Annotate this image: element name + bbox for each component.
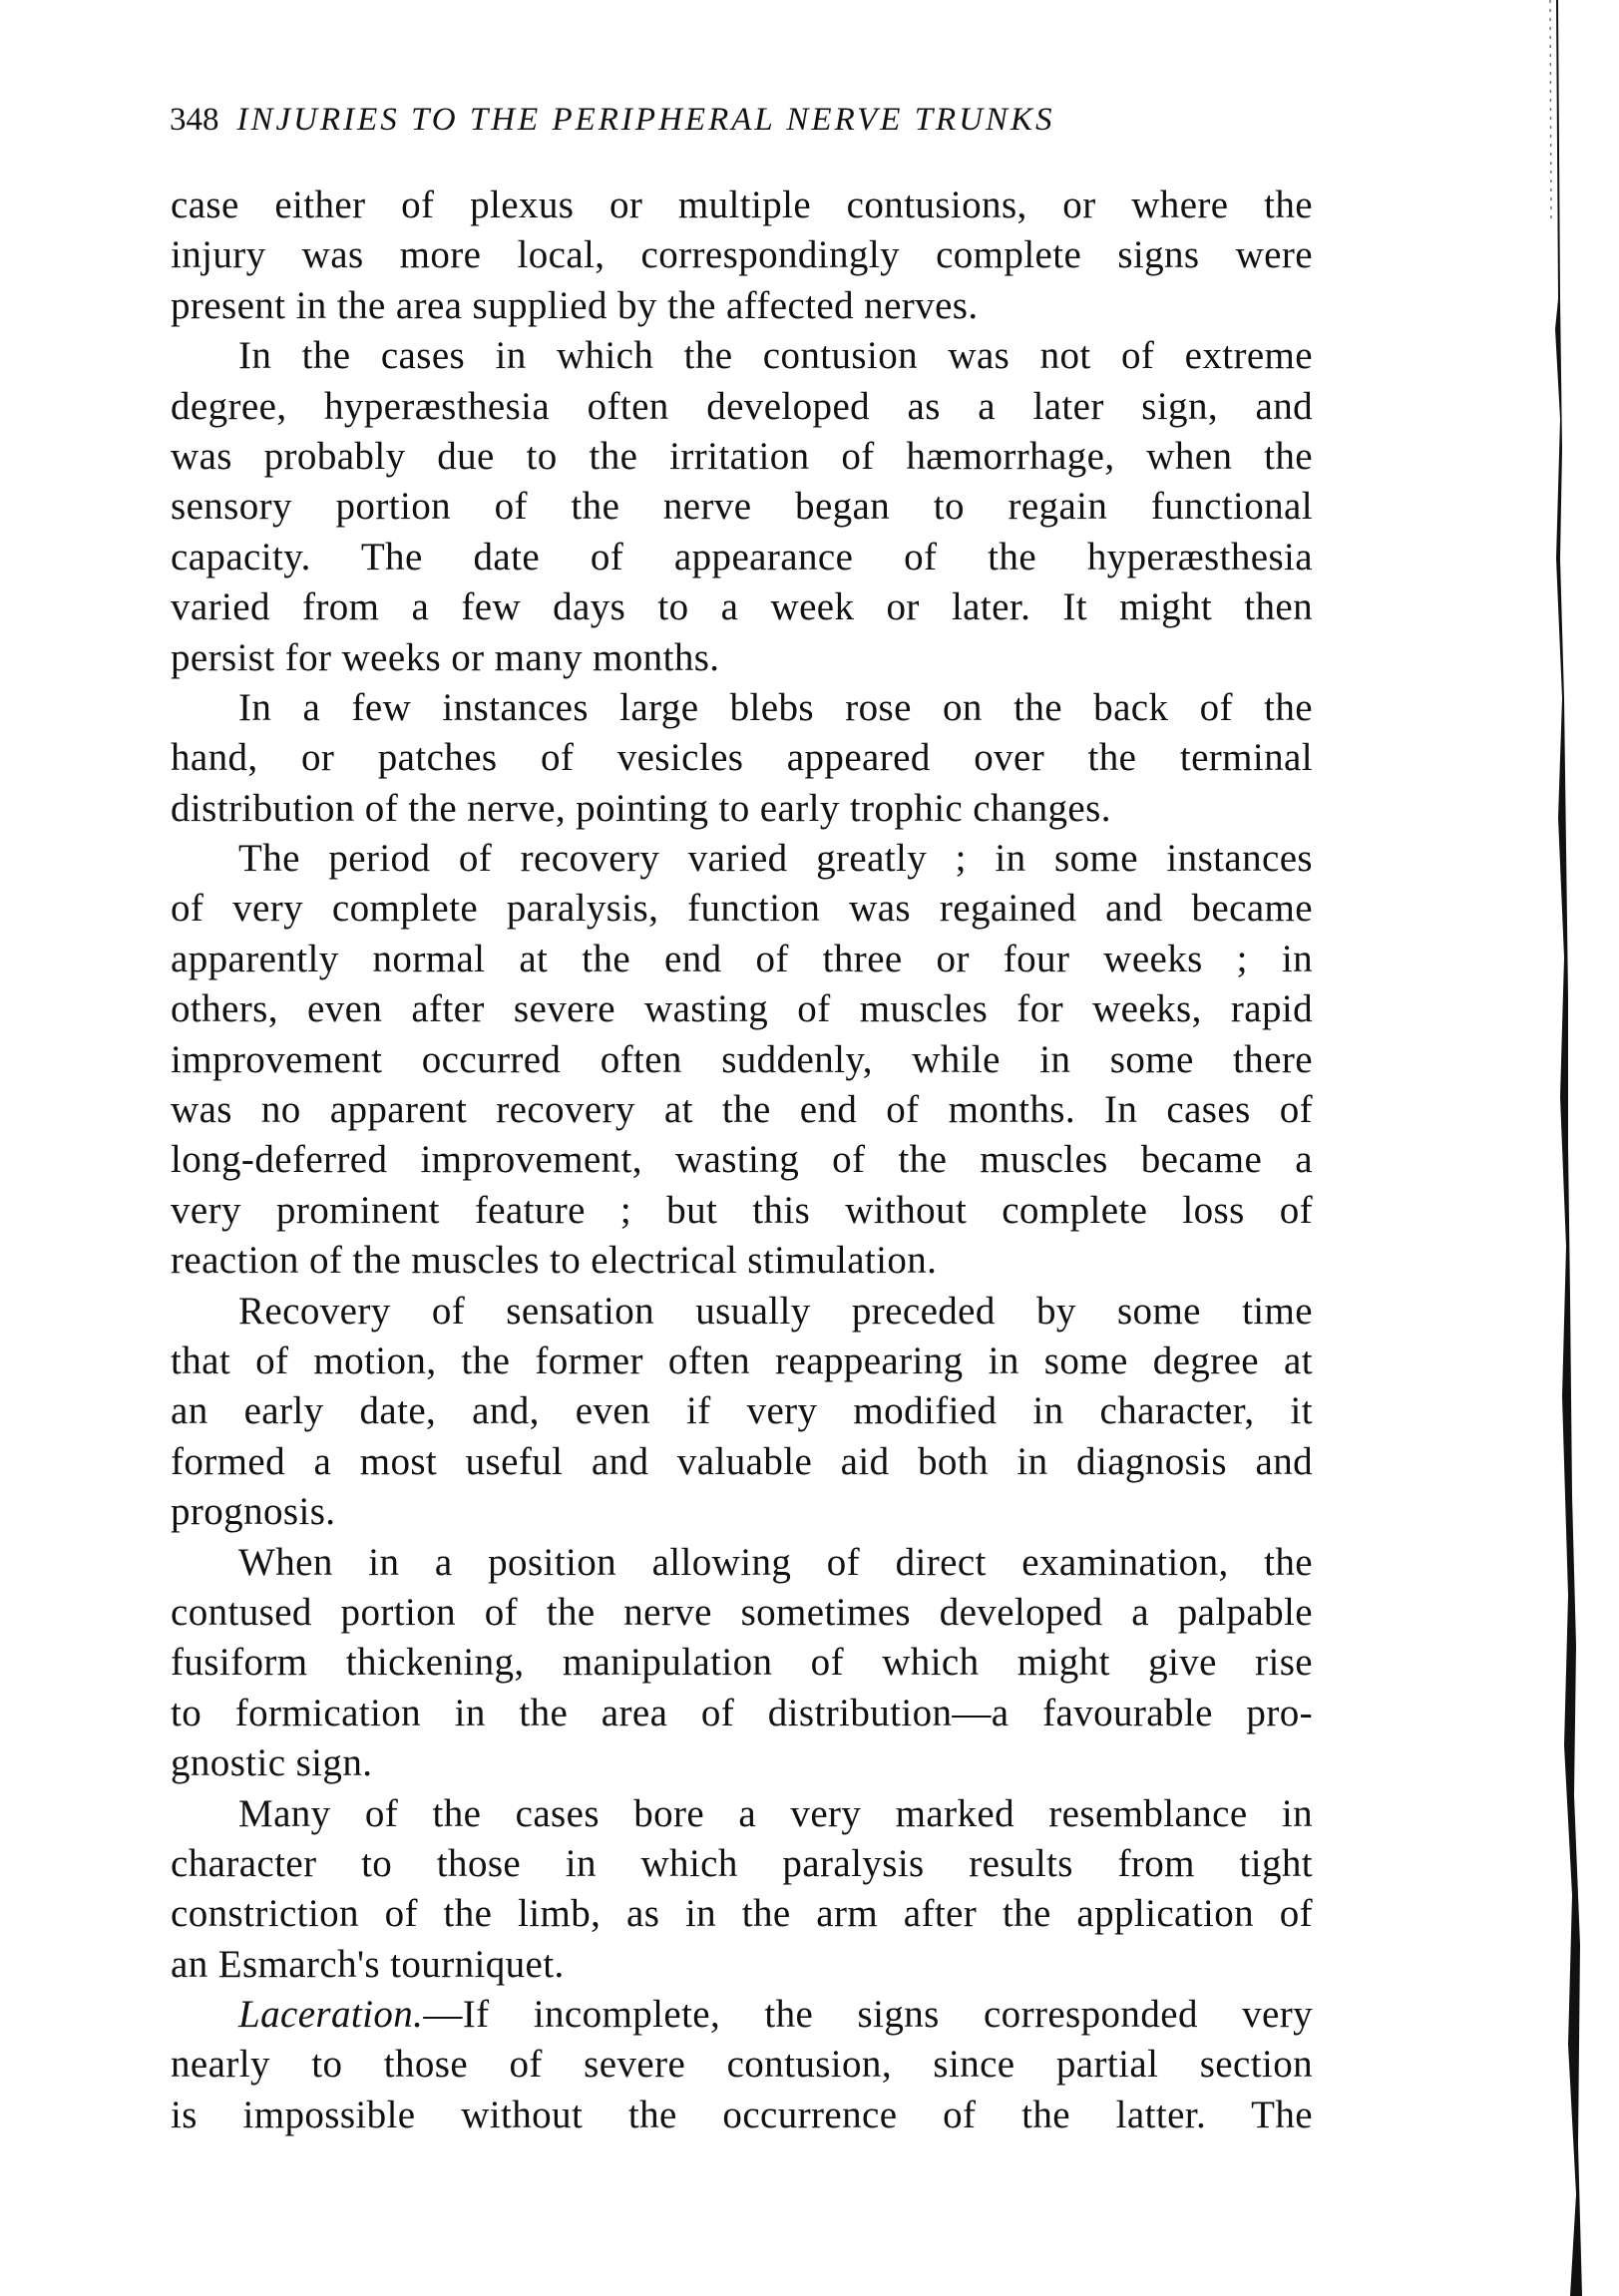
text-line: is impossible without the occurrence of the latter. The	[171, 2093, 1313, 2136]
page-number: 348	[170, 102, 219, 138]
text-line: improvement occurred often suddenly, while in some there	[171, 1037, 1313, 1081]
paragraph	[171, 683, 1313, 834]
page-body	[171, 181, 1313, 2140]
text-line: present in the area supplied by the affected nerves.	[171, 283, 979, 327]
paragraph	[171, 834, 1313, 1287]
text-line	[171, 1990, 1313, 2040]
paragraph	[171, 1538, 1313, 1789]
text-line: an Esmarch's tourniquet.	[171, 1942, 565, 1986]
text-line: Recovery of sensation usually preceded by some time	[238, 1289, 1313, 1333]
text-line: was no apparent recovery at the end of months. In cases of	[171, 1088, 1313, 1132]
running-header	[170, 102, 1317, 139]
text-line: The period of recovery varied greatly ; in some instances	[238, 837, 1313, 881]
text-line: sensory portion of the nerve began to regain functional	[171, 485, 1313, 529]
text-line: capacity. The date of appearance of the hyperæsthesia	[171, 535, 1313, 578]
text-line: In a few instances large blebs rose on the back of the	[238, 685, 1313, 729]
text-line: reaction of the muscles to electrical stimulation.	[171, 1239, 938, 1283]
text-line: nearly to those of severe contusion, since partial section	[171, 2043, 1313, 2087]
running-title: INJURIES TO THE PERIPHERAL NERVE TRUNKS	[236, 102, 1055, 138]
text-line: prognosis.	[171, 1490, 336, 1534]
text-line: of very complete paralysis, function was regained and became	[171, 887, 1313, 931]
paragraph	[171, 1990, 1313, 2140]
text-line: hand, or patches of vesicles appeared over the terminal	[171, 736, 1313, 780]
text-line-rest: —If incomplete, the signs corresponded very	[423, 1993, 1313, 2037]
text-line: In the cases in which the contusion was not of extreme	[238, 334, 1313, 378]
text-line: fusiform thickening, manipulation of which might give rise	[171, 1641, 1313, 1685]
text-line: When in a position allowing of direct examination, the	[238, 1540, 1313, 1584]
text-line: very prominent feature ; but this without complete loss of	[171, 1188, 1313, 1232]
text-line: to formication in the area of distribution—a favourable pro-	[171, 1691, 1313, 1734]
text-line: long-deferred improvement, wasting of the muscles became a	[171, 1138, 1313, 1182]
text-line: was probably due to the irritation of hæmorrhage, when the	[171, 434, 1313, 478]
text-line: others, even after severe wasting of muscles for weeks, rapid	[171, 987, 1313, 1031]
text-line: constriction of the limb, as in the arm after the application of	[171, 1892, 1313, 1936]
paragraph	[171, 1789, 1313, 1991]
text-line: degree, hyperæsthesia often developed as a later sign, and	[171, 384, 1313, 428]
text-line: formed a most useful and valuable aid both in diagnosis and	[171, 1439, 1313, 1483]
text-line: that of motion, the former often reappearing in some degree at	[171, 1339, 1313, 1382]
section-heading-italic: Laceration.	[238, 1993, 424, 2037]
text-line: Many of the cases bore a very marked resemblance in	[238, 1791, 1313, 1835]
scanned-page-edge-shadow	[1548, 0, 1618, 2296]
text-line: varied from a few days to a week or later. It might then	[171, 585, 1313, 629]
text-line: persist for weeks or many months.	[171, 635, 720, 679]
paragraph	[171, 181, 1313, 331]
text-line: gnostic sign.	[171, 1741, 373, 1785]
text-line: an early date, and, even if very modified in character, it	[171, 1389, 1313, 1433]
paragraph	[171, 1287, 1313, 1538]
text-line: case either of plexus or multiple contusions, or where the	[171, 184, 1313, 226]
paragraph	[171, 331, 1313, 683]
text-line: character to those in which paralysis results from tight	[171, 1841, 1313, 1885]
text-line: contused portion of the nerve sometimes developed a palpable	[171, 1590, 1313, 1634]
text-line: distribution of the nerve, pointing to early trophic changes.	[171, 786, 1111, 830]
text-line: apparently normal at the end of three or four weeks ; in	[171, 937, 1313, 980]
text-line: injury was more local, correspondingly complete signs were	[171, 233, 1313, 277]
